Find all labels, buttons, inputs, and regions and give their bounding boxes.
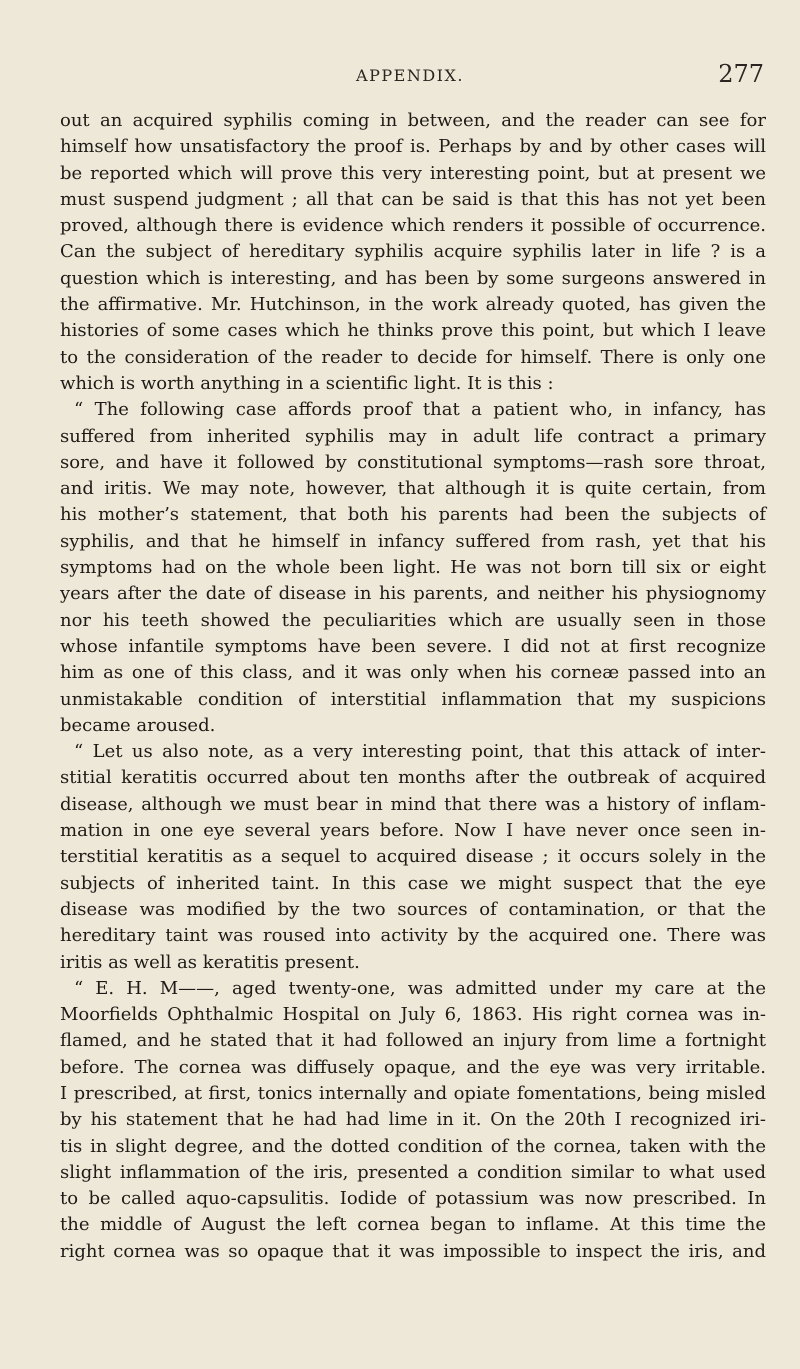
text-line: the middle of August the left cornea began to inflame. At this time the: [60, 1214, 766, 1236]
text-line: hereditary taint was roused into activity by the acquired one. There was: [60, 925, 766, 947]
text-line: Moorfields Ophthalmic Hospital on July 6, 1863. His right cornea was in-: [60, 1004, 766, 1026]
text-line: to the consideration of the reader to decide for himself. There is only one: [60, 346, 766, 368]
text-line: by his statement that he had had lime in it. On the 20th I recognized iri-: [60, 1109, 766, 1131]
page-header: [60, 60, 764, 96]
text-line: be reported which will prove this very interesting point, but at present we: [60, 162, 766, 184]
text-line: tis in slight degree, and the dotted condition of the cornea, taken with the: [60, 1135, 766, 1157]
text-line: slight inflammation of the iris, presented a condition similar to what used: [60, 1161, 766, 1183]
text-line: terstitial keratitis as a sequel to acquired disease ; it occurs solely in the: [60, 846, 766, 868]
text-line: the affirmative. Mr. Hutchinson, in the work already quoted, has given the: [60, 294, 766, 316]
body-text: [60, 108, 766, 1265]
running-head: APPENDIX.: [356, 66, 464, 85]
text-line: “ The following case affords proof that a patient who, in infancy, has: [74, 399, 766, 421]
text-line: nor his teeth showed the peculiarities which are usually seen in those: [60, 609, 766, 631]
text-line: him as one of this class, and it was only when his corneæ passed into an: [60, 662, 766, 684]
text-line: before. The cornea was diffusely opaque, and the eye was very irritable.: [60, 1056, 766, 1078]
text-line: flamed, and he stated that it had followed an injury from lime a fortnight: [60, 1030, 766, 1052]
text-line: out an acquired syphilis coming in between, and the reader can see for: [60, 110, 766, 131]
text-line: must suspend judgment ; all that can be said is that this has not yet been: [60, 188, 766, 210]
text-line: histories of some cases which he thinks prove this point, but which I leave: [60, 320, 766, 342]
text-line: which is worth anything in a scientific light. It is this :: [60, 372, 554, 394]
text-line: and iritis. We may note, however, that although it is quite certain, from: [60, 478, 766, 500]
text-line: years after the date of disease in his parents, and neither his physiognomy: [60, 583, 766, 605]
text-line: right cornea was so opaque that it was impossible to inspect the iris, and: [60, 1240, 766, 1262]
page-number: 277: [718, 60, 764, 88]
text-line: stitial keratitis occurred about ten months after the outbreak of acquired: [60, 767, 766, 789]
text-line: his mother’s statement, that both his parents had been the subjects of: [60, 504, 766, 526]
text-line: disease was modified by the two sources of contamination, or that the: [60, 898, 766, 920]
text-line: became aroused.: [60, 714, 216, 736]
text-line: iritis as well as keratitis present.: [60, 951, 360, 973]
text-line: subjects of inherited taint. In this case we might suspect that the eye: [60, 872, 766, 894]
text-line: Can the subject of hereditary syphilis acquire syphilis later in life ? is a: [60, 241, 766, 263]
text-line: question which is interesting, and has been by some surgeons answered in: [60, 267, 766, 289]
text-line: proved, although there is evidence which renders it possible of occurrence.: [60, 215, 766, 237]
text-line: “ E. H. M——, aged twenty-one, was admitted under my care at the: [74, 977, 766, 999]
text-line: I prescribed, at first, tonics internally and opiate fomentations, being misled: [60, 1082, 766, 1104]
text-line: unmistakable condition of interstitial inflammation that my suspicions: [60, 688, 766, 710]
text-line: disease, although we must bear in mind that there was a history of inflam-: [60, 793, 766, 815]
text-line: mation in one eye several years before. Now I have never once seen in-: [60, 820, 766, 842]
text-line: symptoms had on the whole been light. He was not born till six or eight: [60, 557, 766, 579]
text-line: sore, and have it followed by constitutional symptoms—rash sore throat,: [60, 451, 766, 473]
text-line: himself how unsatisfactory the proof is. Perhaps by and by other cases will: [60, 136, 766, 158]
text-line: syphilis, and that he himself in infancy suffered from rash, yet that his: [60, 530, 766, 552]
text-line: to be called aquo-capsulitis. Iodide of potassium was now prescribed. In: [60, 1188, 766, 1210]
text-line: “ Let us also note, as a very interesting point, that this attack of inter-: [74, 741, 766, 763]
text-line: whose infantile symptoms have been severe. I did not at first recognize: [60, 635, 766, 657]
text-line: suffered from inherited syphilis may in adult life contract a primary: [60, 425, 766, 447]
